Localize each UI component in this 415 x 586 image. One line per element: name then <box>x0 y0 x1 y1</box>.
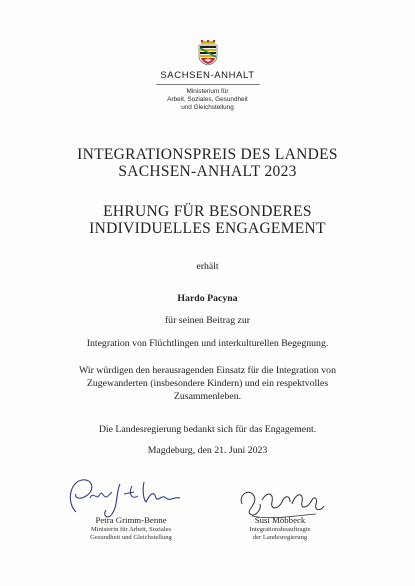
contribution-intro: für seinen Beitrag zur <box>164 315 251 326</box>
letterhead <box>0 40 415 113</box>
appreciation-line: Zugewanderten (insbesondere Kindern) und ein respektvolles <box>86 378 329 389</box>
ministry-line: und Gleichstellung <box>181 104 234 112</box>
award-category-line: INDIVIDUELLES ENGAGEMENT <box>89 220 326 237</box>
signatory-moebbeck <box>200 515 360 543</box>
signatory-name: Petra Grimm-Benne <box>95 515 167 525</box>
place-date: Magdeburg, den 21. Juni 2023 <box>147 445 268 456</box>
award-title-line: SACHSEN-ANHALT 2023 <box>118 163 297 180</box>
thanks-text: Die Landesregierung bedankt sich für das Engagement. <box>98 424 317 435</box>
signatory-name: Susi Möbbeck <box>254 515 306 525</box>
contribution-text: Integration von Flüchtlingen und interkulturellen Begegnung. <box>86 338 329 349</box>
award-title <box>0 146 415 180</box>
coat-of-arms-icon <box>197 40 219 66</box>
award-category-line: EHRUNG FÜR BESONDERES <box>103 203 312 220</box>
appreciation-line: Zusammenleben. <box>173 391 242 402</box>
award-title-line: INTEGRATIONSPREIS DES LANDES <box>77 146 338 163</box>
letterhead-divider <box>156 84 260 85</box>
signatory-role-line: Integrationsbeauftragte <box>249 526 311 533</box>
signatory-role-line: Ministerin für Arbeit, Soziales <box>90 526 172 533</box>
signatory-role-line: der Landesregierung <box>252 534 308 542</box>
brand-name: SACHSEN-ANHALT <box>160 70 255 81</box>
recipient-name: Hardo Pacyna <box>177 293 238 304</box>
ministry-line: Arbeit, Soziales, Gesundheit <box>167 96 248 104</box>
receives-text: erhält <box>196 261 219 272</box>
award-category <box>0 203 415 237</box>
ministry-name <box>0 88 415 113</box>
appreciation-line: Wir würdigen den herausragenden Einsatz für die Integration von <box>79 365 336 376</box>
signatory-grimm-benne <box>51 515 211 543</box>
signatory-role-line: Gesundheit und Gleichstellung <box>90 534 172 542</box>
appreciation-text <box>0 364 415 403</box>
ministry-line: Ministerium für <box>186 88 229 95</box>
